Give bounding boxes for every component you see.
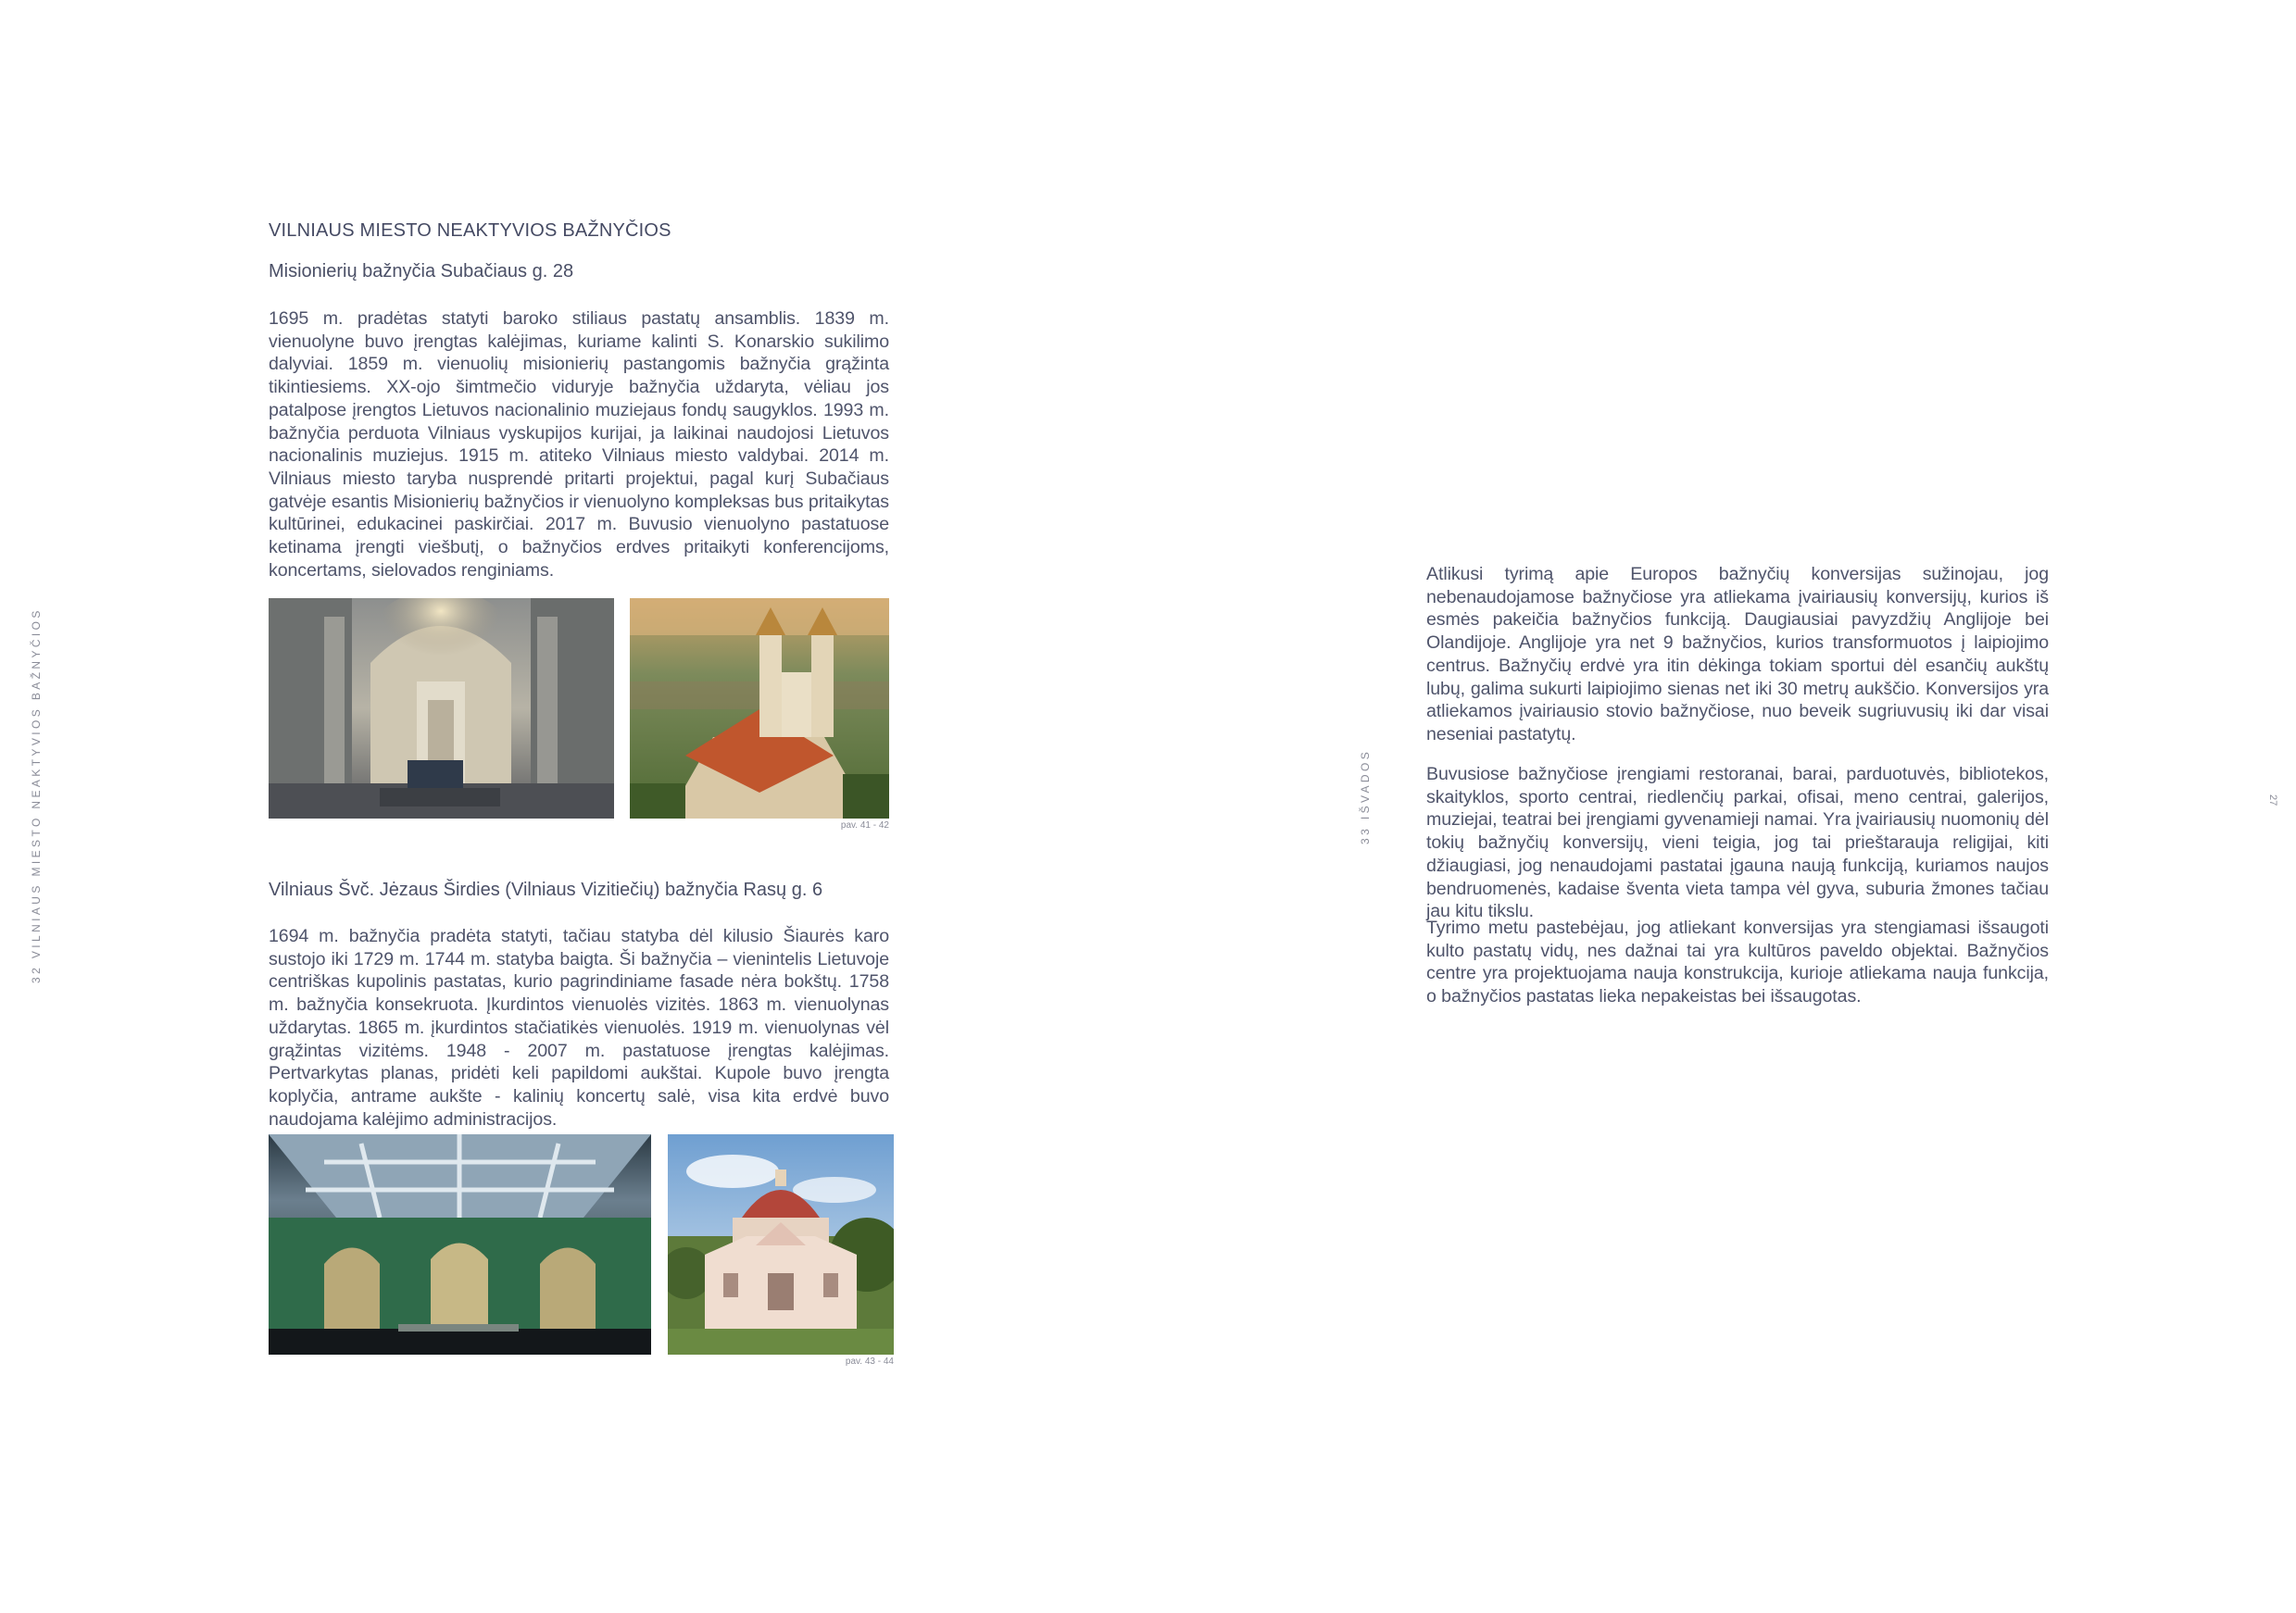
left-side-label: 32 VILNIAUS MIESTO NEAKTYVIOS BAŽNYČIOS xyxy=(30,607,43,983)
photo-church1-interior xyxy=(269,598,614,819)
church1-text: 1695 m. pradėtas statyti baroko stiliaus pastatų ansamblis. 1839 m. vienuolyne buvo įrengtas kalėjimas, kuriame kalinti S. Konarskio sukilimo dalyviai. 1859 m. vienuolių misionierių pastangomis bažnyčia grąžinta tikintiesiems. XX-ojo šimtmečio viduryje bažnyčia uždaryta, vėliau jos patalpose įrengtos Lietuvos nacionalinio muziejaus fondų saugyklos. 1993 m. bažnyčia perduota Vilniaus vyskupijos kurijai, ja laikinai naudojosi Lietuvos nacionalinis muziejus. 1915 m. atiteko Vilniaus miesto valdybai. 2014 m. Vilniaus miesto taryba nusprendė pritarti projektui, pagal kurį Subačiaus gatvėje esantis Misionierių bažnyčios ir vienuolyno kompleksas bus pritaikytas kultūrinei, edukacinei paskirčiai. 2017 m. Buvusio vienuolyno pastatuose ketinama įrengti viešbutį, o bažnyčios erdves pritaikyti konferencijoms, koncertams, sielovados renginiams. xyxy=(269,308,889,581)
conclusion-paragraph-1: Atlikusi tyrimą apie Europos bažnyčių konversijas sužinojau, jog nebenaudojamose bažnyčiose yra atliekama įvairiausių konversijų, kurios iš esmės pakeičia bažnyčios funkciją. Daugiausiai pavyzdžių Anglijoje bei Olandijoje. Anglijoje yra net 9 bažnyčios, kurios transformuotos į laipiojimo centrus. Bažnyčių erdvė yra itin dėkinga tokiam sportui dėl esančių aukštų lubų, galima sukurti laipiojimo sienas net iki 30 metrų aukščio. Konversijos yra atliekamos įvairiausio stovio bažnyčiose, nuo beveik sugriuvusių iki dar visai neseniai pastatytų. xyxy=(1426,564,2049,744)
caption-photos-43-44: pav. 43 - 44 xyxy=(845,1357,894,1367)
church1-title: Misionierių bažnyčia Subačiaus g. 28 xyxy=(269,261,574,281)
church2-text: 1694 m. bažnyčia pradėta statyti, tačiau statyba dėl kilusio Šiaurės karo sustojo iki 1729 m. 1744 m. statyba baigta. Ši bažnyčia – vienintelis Lietuvoje centriškas kupolinis pastatas, kurio pagrindiniame fasade nėra bokštų. 1758 m. bažnyčia konsekruota. Įkurdintos vienuolės vizitės. 1863 m. vienuolynas uždarytas. 1865 m. įkurdintos stačiatikės vienuolės. 1919 m. vienuolynas vėl grąžintas vizitėms. 1948 - 2007 m. pastatuose įrengtas kalėjimas. Pertvarkytas planas, pridėti keli papildomi aukštai. Kupole buvo įrengta koplyčia, antrame aukšte - kalinių koncertų salė, visa kita erdvė buvo naudojama kalėjimo administracijos. xyxy=(269,926,889,1130)
photo-church1-aerial xyxy=(630,598,889,819)
caption-photos-41-42: pav. 41 - 42 xyxy=(840,820,889,831)
photo-church2-interior xyxy=(269,1134,651,1355)
right-side-label: 33 IŠVADOS xyxy=(1359,748,1372,844)
church2-title: Vilniaus Švč. Jėzaus Širdies (Vilniaus Vizitiečių) bažnyčia Rasų g. 6 xyxy=(269,880,823,900)
conclusion-paragraph-3: Tyrimo metu pastebėjau, jog atliekant konversijas yra stengiamasi išsaugoti kulto pastatų vidų, nes dažnai tai yra kultūros paveldo objektai. Bažnyčios centre yra projektuojama nauja konstrukcija, kurioje atliekama nauja funkcija, o bažnyčios pastatas lieka nepakeistas bei išsaugotas. xyxy=(1426,918,2049,1007)
section-title: VILNIAUS MIESTO NEAKTYVIOS BAŽNYČIOS xyxy=(269,220,671,241)
conclusion-paragraph-2: Buvusiose bažnyčiose įrengiami restoranai, barai, parduotuvės, bibliotekos, skaityklos, sporto centrai, riedlenčių parkai, ofisai, meno centrai, galerijos, muziejai, teatrai bei įrengiami gyvenamieji namai. Yra įvairiausių nuomonių dėl tokių bažnyčių konversijų, vieni teigia, jog tai prieštarauja religijai, kiti džiaugiasi, jog nenaudojami pastatai įgauna naują funkciją, kuriamos naujos bendruomenės, kadaise šventa vieta tampa vėl gyva, suburia žmones tačiau jau kitu tikslu. xyxy=(1426,764,2049,922)
photo-church2-exterior xyxy=(668,1134,894,1355)
page-number: 27 xyxy=(2267,794,2278,806)
